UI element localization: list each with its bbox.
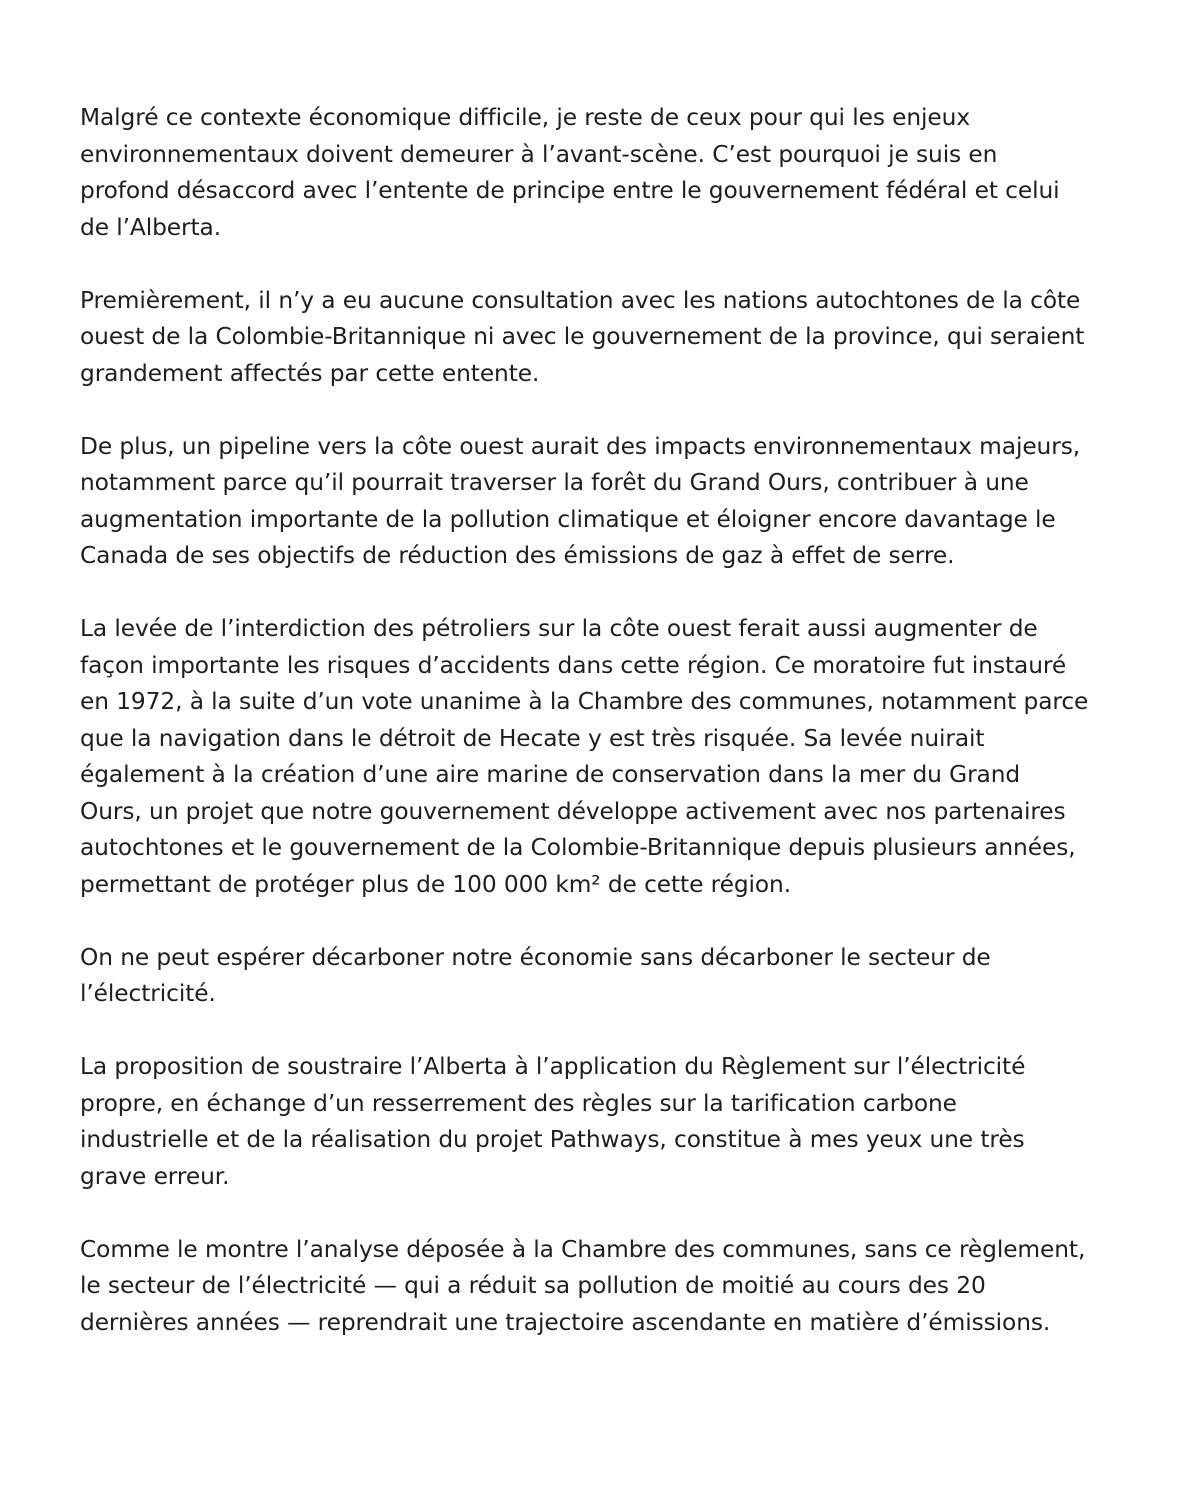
paragraph-clean-electricity: La proposition de soustraire l’Alberta à l’application du Règlement sur l’électricité propre, en échange d’un resserrement des règles sur la tarification carbone industrielle et de la réalisation du projet Pathways, constitue à mes yeux une très grave erreur. [80,1053,1026,1190]
paragraph-consultation: Premièrement, il n’y a eu aucune consultation avec les nations autochtones de la côte ouest de la Colombie-Britannique ni avec le gouvernement de la province, qui seraient grandement affectés par cette entente. [80,286,1085,387]
paragraph-pipeline-impacts: De plus, un pipeline vers la côte ouest aurait des impacts environnementaux majeurs, notamment parce qu’il pourrait traverser la forêt du Grand Ours, contribuer à une augmentation importante de la pollution climatique et éloigner encore davantage le Canada de ses objectifs de réduction des émissions de gaz à effet de serre. [80,432,1081,569]
document-body [80,100,1160,1378]
paragraph-tanker-ban: La levée de l’interdiction des pétroliers sur la côte ouest ferait aussi augmenter de façon importante les risques d’accidents dans cette région. Ce moratoire fut instauré en 1972, à la suite d’un vote unanime à la Chambre des communes, notamment parce que la navigation dans le détroit de Hecate y est très risquée. Sa levée nuirait également à la création d’une aire marine de conservation dans la mer du Grand Ours, un projet que notre gouvernement développe activement avec nos partenaires autochtones et le gouvernement de la Colombie-Britannique depuis plusieurs années, permettant de protéger plus de 100 000 km² de cette région. [80,615,1089,898]
paragraph-decarbonization: On ne peut espérer décarboner notre économie sans décarboner le secteur de l’électricité. [80,943,991,1007]
paragraph-emissions-analysis: Comme le montre l’analyse déposée à la Chambre des communes, sans ce règlement, le secteur de l’électricité — qui a réduit sa pollution de moitié au cours des 20 dernières années — reprendrait une trajectoire ascendante en matière d’émissions. [80,1235,1086,1336]
paragraph-intro: Malgré ce contexte économique difficile, je reste de ceux pour qui les enjeux environnementaux doivent demeurer à l’avant-scène. C’est pourquoi je suis en profond désaccord avec l’entente de principe entre le gouvernement fédéral et celui de l’Alberta. [80,104,1060,241]
